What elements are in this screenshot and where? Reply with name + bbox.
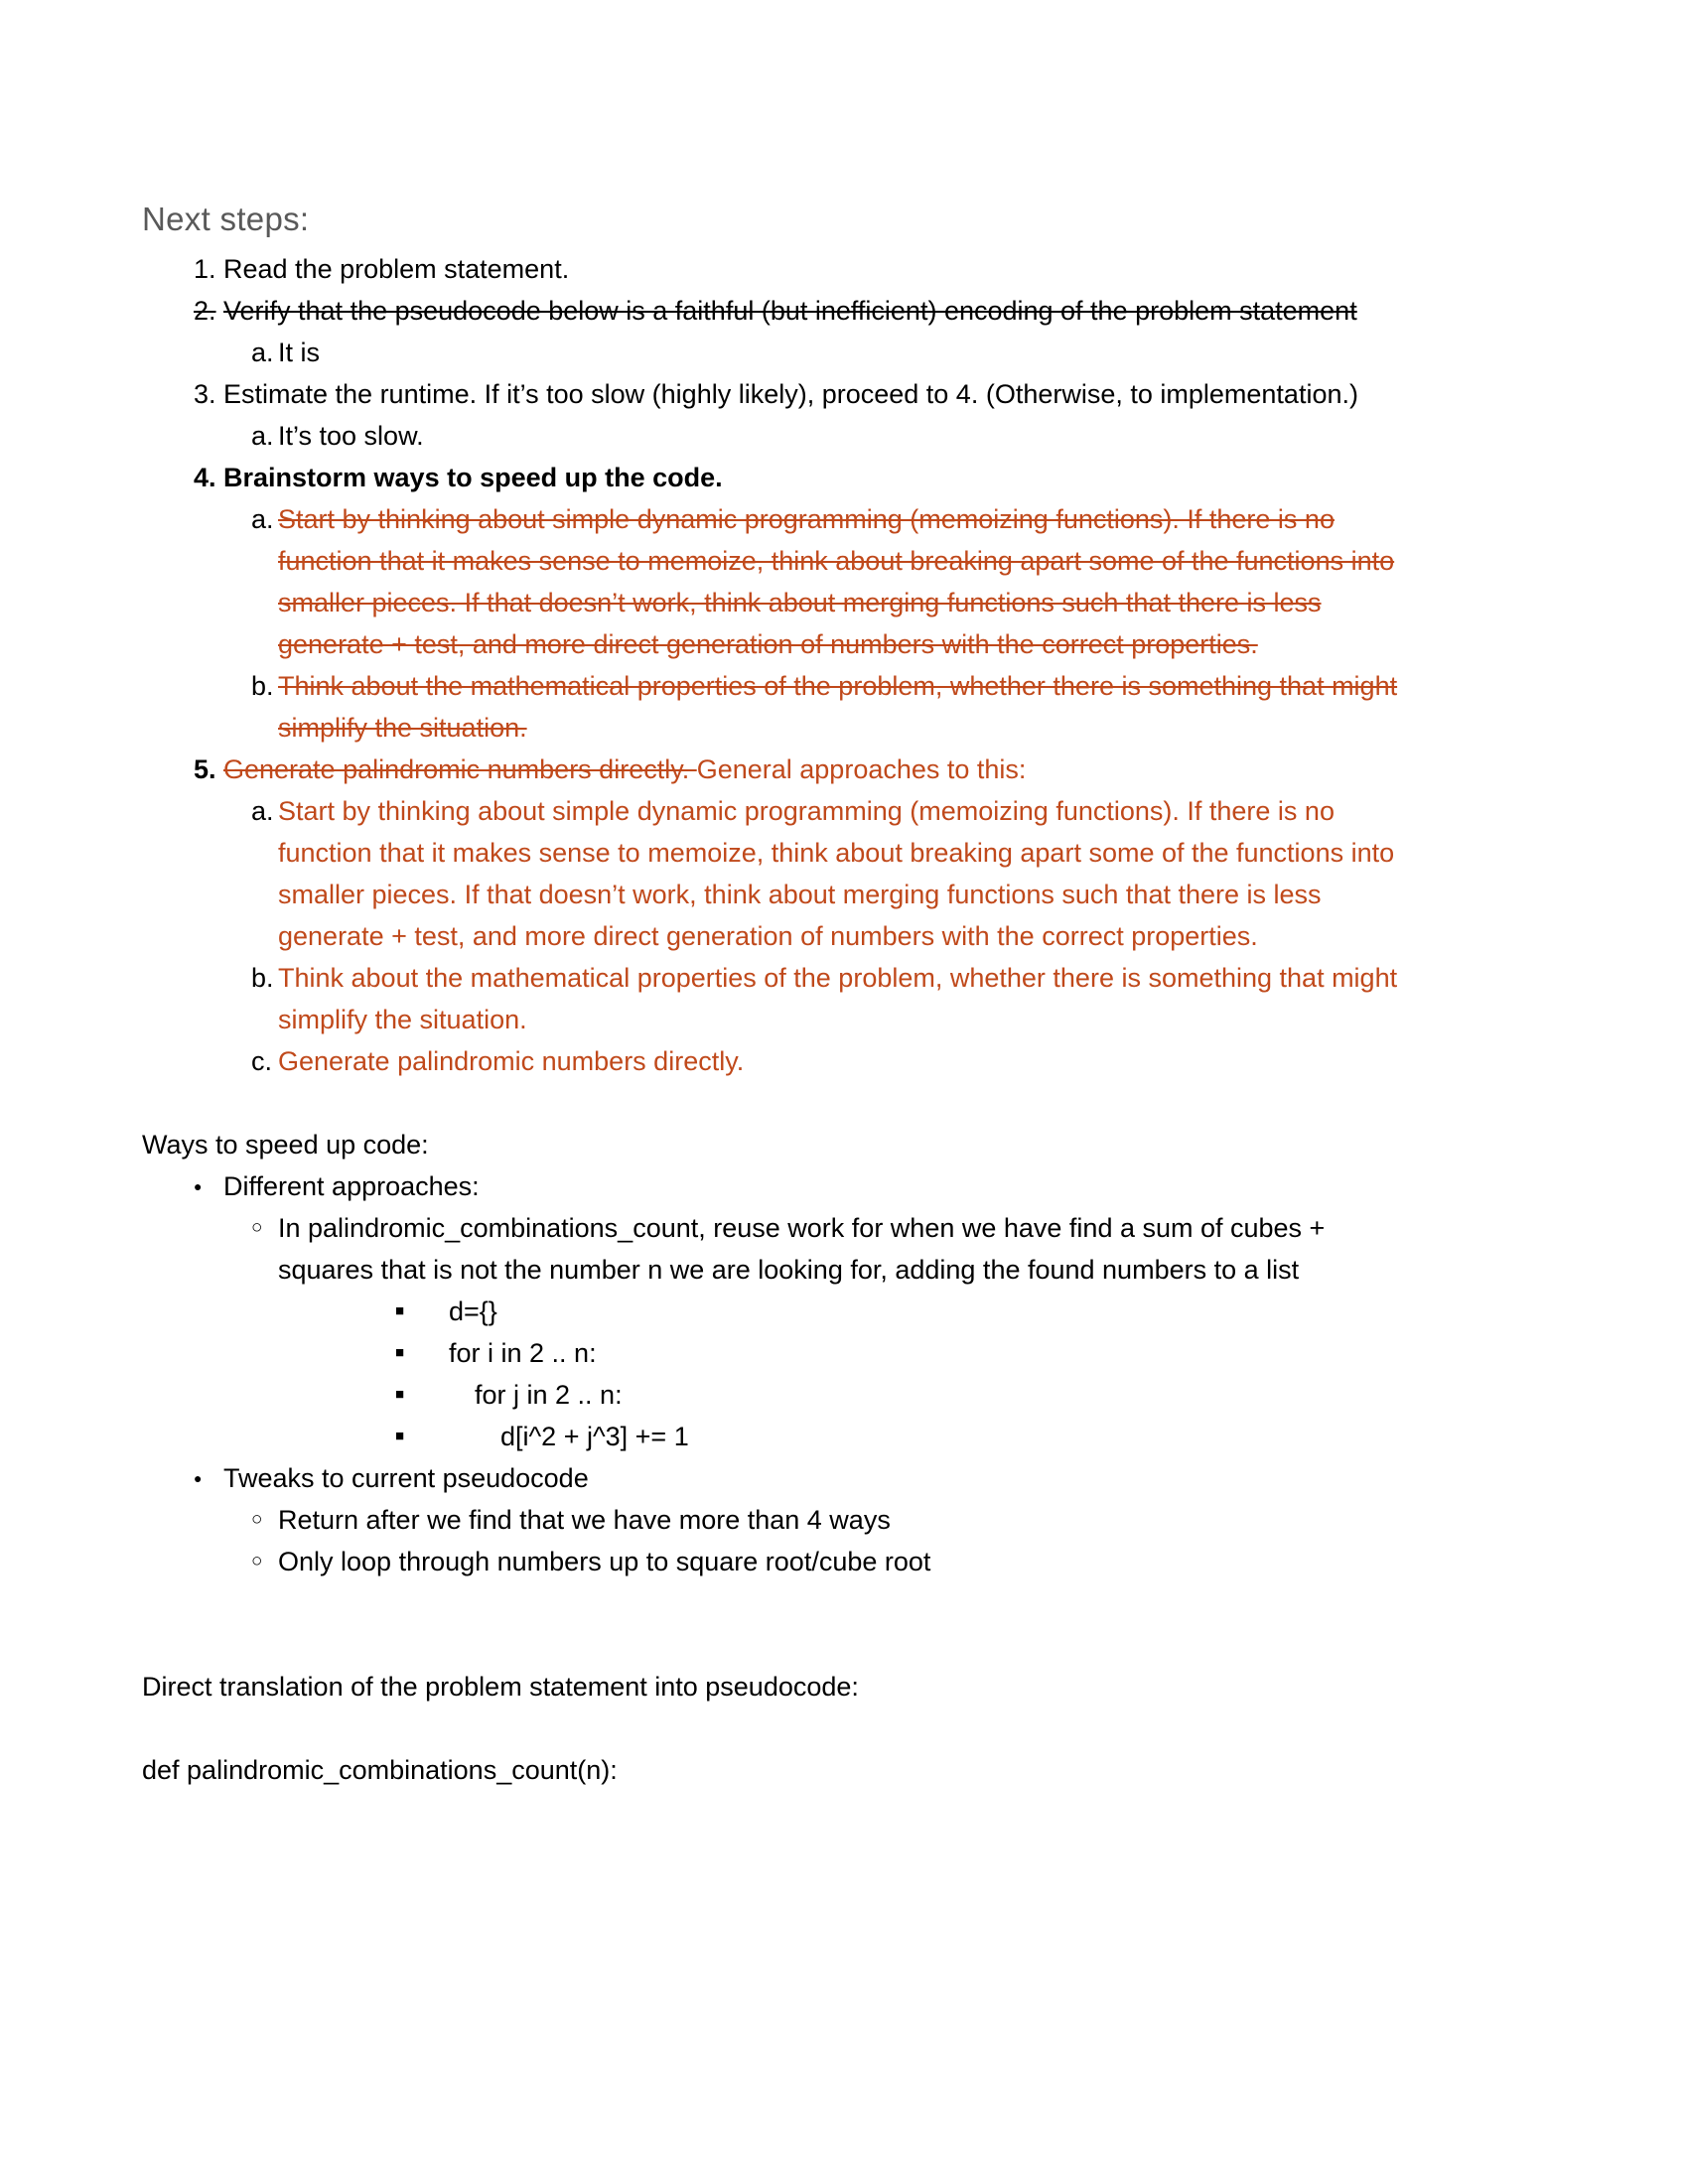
list-item-text: Read the problem statement. <box>223 254 570 284</box>
suggested-insertion-text: General approaches to this: <box>696 754 1027 784</box>
blank-line <box>142 1707 1400 1749</box>
sub-item-5c <box>142 1040 1400 1082</box>
code-text: for i in 2 .. n: <box>449 1338 597 1368</box>
list-item-text <box>223 749 1400 790</box>
suggested-deletion-text: Generate palindromic numbers directly. <box>223 754 697 784</box>
bullet-item-return-early <box>142 1499 1400 1541</box>
code-line-3 <box>142 1374 1400 1416</box>
list-item-text: Only loop through numbers up to square root/cube root <box>278 1547 931 1576</box>
list-item-text: Brainstorm ways to speed up the code. <box>223 463 723 492</box>
list-number: 4. <box>194 463 216 492</box>
list-letter: a. <box>251 421 274 451</box>
numbered-item-5 <box>142 749 1400 790</box>
sub-item-4a <box>142 498 1400 665</box>
pseudocode-intro: Direct translation of the problem statement into pseudocode: <box>142 1672 859 1702</box>
list-letter: c. <box>251 1046 273 1076</box>
sub-item-4b <box>142 665 1400 749</box>
code-text: d={} <box>449 1297 497 1326</box>
list-item-text: It’s too slow. <box>278 421 424 451</box>
numbered-item-2 <box>142 290 1400 332</box>
suggested-deletion-text: Think about the mathematical properties of the problem, whether there is something that might simplify the situation. <box>278 671 1398 743</box>
bullet-item-loop-limit <box>142 1541 1400 1582</box>
sub-item-5b <box>142 957 1400 1040</box>
code-line-2 <box>142 1332 1400 1374</box>
list-letter: a. <box>251 796 274 826</box>
bullet-circle-icon: ○ <box>251 1509 263 1530</box>
code-line-4 <box>142 1416 1400 1457</box>
suggested-insertion-text: Start by thinking about simple dynamic programming (memoizing functions). If there is no function that it makes sense to memoize, think about breaking apart some of the functions into smaller pieces. If that doesn’t work, think about merging functions such that there is less generate + test, and more direct generation of numbers with the correct properties. <box>278 796 1395 951</box>
section-heading-ways: Ways to speed up code: <box>142 1130 429 1160</box>
list-letter: a. <box>251 504 274 534</box>
bullet-circle-icon: ○ <box>251 1551 263 1571</box>
bullet-square-icon: ■ <box>395 1344 405 1361</box>
suggested-insertion-text: Generate palindromic numbers directly. <box>278 1046 745 1076</box>
list-item-text: In palindromic_combinations_count, reuse work for when we have find a sum of cubes + squares that is not the number n we are looking for, adding the found numbers to a list <box>278 1213 1326 1285</box>
numbered-item-4 <box>142 457 1400 498</box>
list-number: 2. <box>194 296 216 326</box>
list-item-text: Different approaches: <box>223 1171 480 1201</box>
sub-item-2a <box>142 332 1400 373</box>
bullet-item-reuse-work <box>142 1207 1400 1291</box>
sub-item-5a <box>142 790 1400 957</box>
list-item-text: Return after we find that we have more than 4 ways <box>278 1505 891 1535</box>
bullet-square-icon: ■ <box>395 1302 405 1319</box>
code-text: d[i^2 + j^3] += 1 <box>500 1422 689 1451</box>
bullet-disc-icon: ● <box>194 1178 203 1194</box>
pseudocode-def-line: def palindromic_combinations_count(n): <box>142 1755 618 1785</box>
list-number: 5. <box>194 754 216 784</box>
code-line-1 <box>142 1291 1400 1332</box>
blank-line <box>142 1082 1400 1124</box>
list-number: 1. <box>194 254 216 284</box>
list-letter: b. <box>251 671 274 701</box>
bullet-square-icon: ■ <box>395 1386 405 1403</box>
code-text: for j in 2 .. n: <box>475 1380 623 1410</box>
list-item-text: Tweaks to current pseudocode <box>223 1463 589 1493</box>
list-number: 3. <box>194 379 216 409</box>
bullet-disc-icon: ● <box>194 1470 203 1486</box>
list-item-text: It is <box>278 338 321 367</box>
list-item-text: Estimate the runtime. If it’s too slow (highly likely), proceed to 4. (Otherwise, to implementation.) <box>223 379 1358 409</box>
suggested-insertion-text: Think about the mathematical properties of the problem, whether there is something that might simplify the situation. <box>278 963 1398 1034</box>
document-heading: Next steps: <box>142 201 310 237</box>
bullet-square-icon: ■ <box>395 1428 405 1444</box>
list-letter: a. <box>251 338 274 367</box>
list-letter: b. <box>251 963 274 993</box>
bullet-item-tweaks <box>142 1457 1400 1499</box>
list-item-text: Verify that the pseudocode below is a faithful (but inefficient) encoding of the problem statement <box>223 296 1357 326</box>
blank-lines <box>142 1582 1400 1666</box>
bullet-circle-icon: ○ <box>251 1217 263 1238</box>
numbered-item-3 <box>142 373 1400 415</box>
numbered-item-1 <box>142 248 1400 290</box>
suggested-deletion-text: Start by thinking about simple dynamic programming (memoizing functions). If there is no function that it makes sense to memoize, think about breaking apart some of the functions into smaller pieces. If that doesn’t work, think about merging functions such that there is less generate + test, and more direct generation of numbers with the correct properties. <box>278 504 1395 659</box>
bullet-item-different-approaches <box>142 1165 1400 1207</box>
sub-item-3a <box>142 415 1400 457</box>
